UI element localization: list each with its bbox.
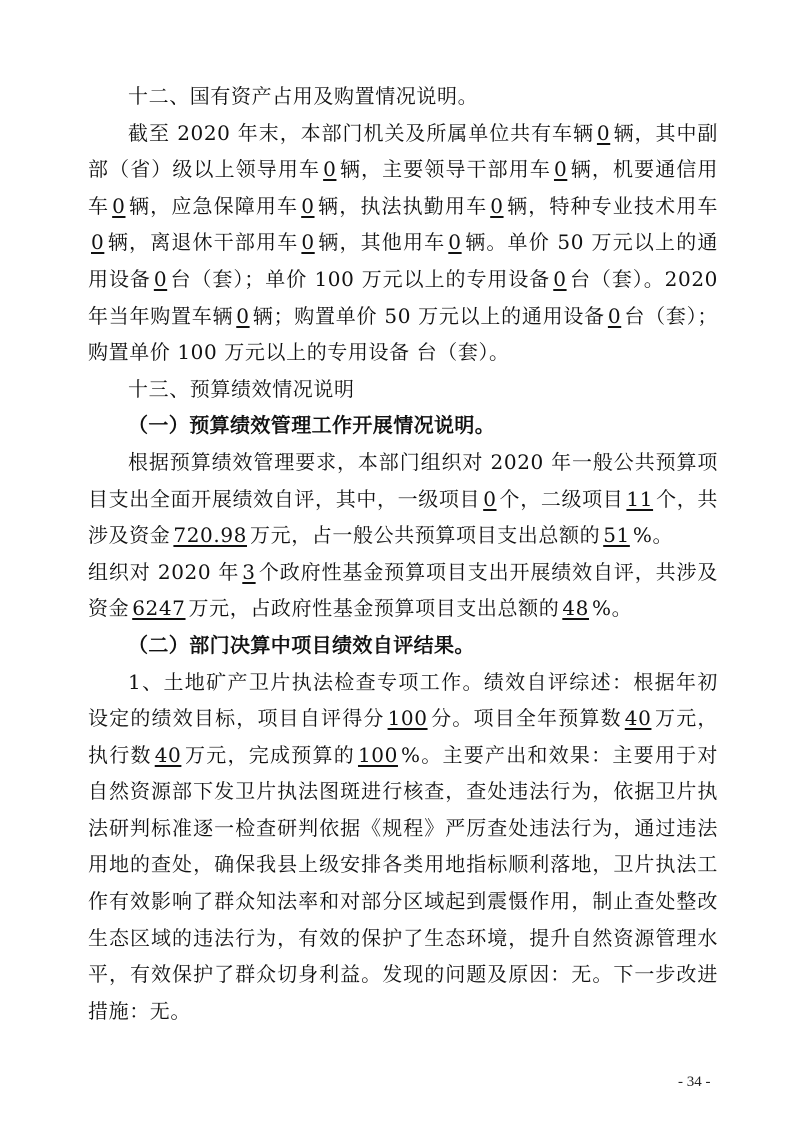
text-run: %。 <box>632 523 674 548</box>
subsection-2-heading: （二）部门决算中项目绩效自评结果。 <box>128 632 475 657</box>
text-run: 万元，占一般公共预算项目支出总额的 <box>250 523 601 548</box>
text-run: 辆，机要通信用车 <box>88 157 719 218</box>
value-total-vehicles: 0 <box>596 120 611 145</box>
text-run: 台（套）。2020 年当年购置车辆 <box>88 266 718 328</box>
text-run: 个，共涉及资金 <box>88 486 718 548</box>
text-run: 辆，执法执勤用车 <box>317 193 488 218</box>
value-purchased-vehicles: 0 <box>236 303 250 328</box>
section-13-title: 十三、预算绩效情况说明 <box>128 376 355 401</box>
value-self-score: 100 <box>387 706 428 731</box>
text-run: 台（套）；单价 100 万元以上的专用设备 <box>170 266 551 291</box>
value-vice-vehicles: 0 <box>323 157 337 182</box>
value-main-leader-vehicles: 0 <box>553 157 568 182</box>
value-public-percent: 51 <box>603 523 630 548</box>
value-public-fund: 720.98 <box>173 523 247 548</box>
project-self-evaluation-paragraph <box>88 664 718 1030</box>
value-government-fund: 6247 <box>132 596 186 621</box>
text-run: 辆，离退休干部用车 <box>107 230 299 255</box>
section-12-title: 十二、国有资产占用及购置情况说明。 <box>128 84 479 108</box>
document-page <box>88 78 718 1029</box>
value-fund-project-count: 3 <box>242 559 256 584</box>
value-general-equipment: 0 <box>153 266 168 291</box>
text-run: 分。项目全年预算数 <box>430 706 622 731</box>
value-executed: 40 <box>154 742 182 767</box>
value-government-percent: 48 <box>562 596 589 621</box>
value-annual-budget: 40 <box>624 706 652 731</box>
text-run: 台（套）；购置单价 100 万元以上的专用设备 台（套）。 <box>88 303 718 365</box>
value-special-vehicles: 0 <box>91 230 105 255</box>
text-run: 万元，占政府性基金预算项目支出总额的 <box>188 596 560 621</box>
subsection-1-heading: （一）预算绩效管理工作开展情况说明。 <box>128 413 496 438</box>
budget-performance-paragraph <box>88 444 718 554</box>
page-number: - 34 - <box>678 1074 711 1090</box>
text-run: 辆；购置单价 50 万元以上的通用设备 <box>252 303 605 328</box>
value-purchased-general-equipment: 0 <box>607 303 622 328</box>
value-special-equipment: 0 <box>553 266 567 291</box>
text-run: %。主要产出和效果：主要用于对自然资源部下发卫片执法图斑进行核查，查处违法行为，依据卫片执法研判标准逐一检查研判依据《规程》严厉查处违法行为，通过违法用地的查处，确保我县上级安排各类用地指标顺利落地，卫片执法工作有效影响了群众知法率和对部分区域起到震慑作用，制止查处整改生态区域的违法行为，有效的保护了生态环境，提升自然资源管理水平，有效保护了群众切身利益。发现的问题及原因：无。下一步改进措施：无。 <box>88 742 718 1023</box>
value-other-vehicles: 0 <box>448 230 462 255</box>
text-run: 个，二级项目 <box>499 486 624 511</box>
text-run: 辆，特种专业技术用车 <box>506 193 718 218</box>
text-run: 辆。单价 50 万元以上的通用设备 <box>88 230 718 291</box>
text-run: 根据预算绩效管理要求，本部门组织对 2020 年一般公共预算项目支出全面开展绩效自评，其中，一级项目 <box>88 449 718 511</box>
text-run: %。 <box>591 596 633 621</box>
text-run: 万元，完成预算的 <box>184 742 355 767</box>
section-12-paragraph <box>88 115 718 371</box>
value-level2-projects: 11 <box>626 486 654 511</box>
value-completion-rate: 100 <box>357 742 398 767</box>
text-run: 辆，应急保障用车 <box>128 193 299 218</box>
text-run: 1、土地矿产卫片执法检查专项工作。绩效自评综述：根据年初设定的绩效目标，项目自评得分 <box>88 669 718 731</box>
text-run: 组织对 2020 年 <box>88 559 240 584</box>
text-run: 万元，执行数 <box>88 706 718 767</box>
value-law-vehicles: 0 <box>490 193 504 218</box>
value-retiree-vehicles: 0 <box>301 230 315 255</box>
text-run: 辆，其中副部（省）级以上领导用车 <box>88 120 718 182</box>
value-confidential-vehicles: 0 <box>112 193 126 218</box>
text-run: 个政府性基金预算项目支出开展绩效自评，共涉及资金 <box>88 559 718 621</box>
value-level1-projects: 0 <box>483 486 497 511</box>
government-fund-paragraph <box>88 554 718 627</box>
value-emergency-vehicles: 0 <box>301 193 315 218</box>
text-run: 辆，其他用车 <box>317 230 446 255</box>
text-run: 辆，主要领导干部用车 <box>339 157 551 182</box>
text-run: 截至 2020 年末，本部门机关及所属单位共有车辆 <box>128 120 594 145</box>
